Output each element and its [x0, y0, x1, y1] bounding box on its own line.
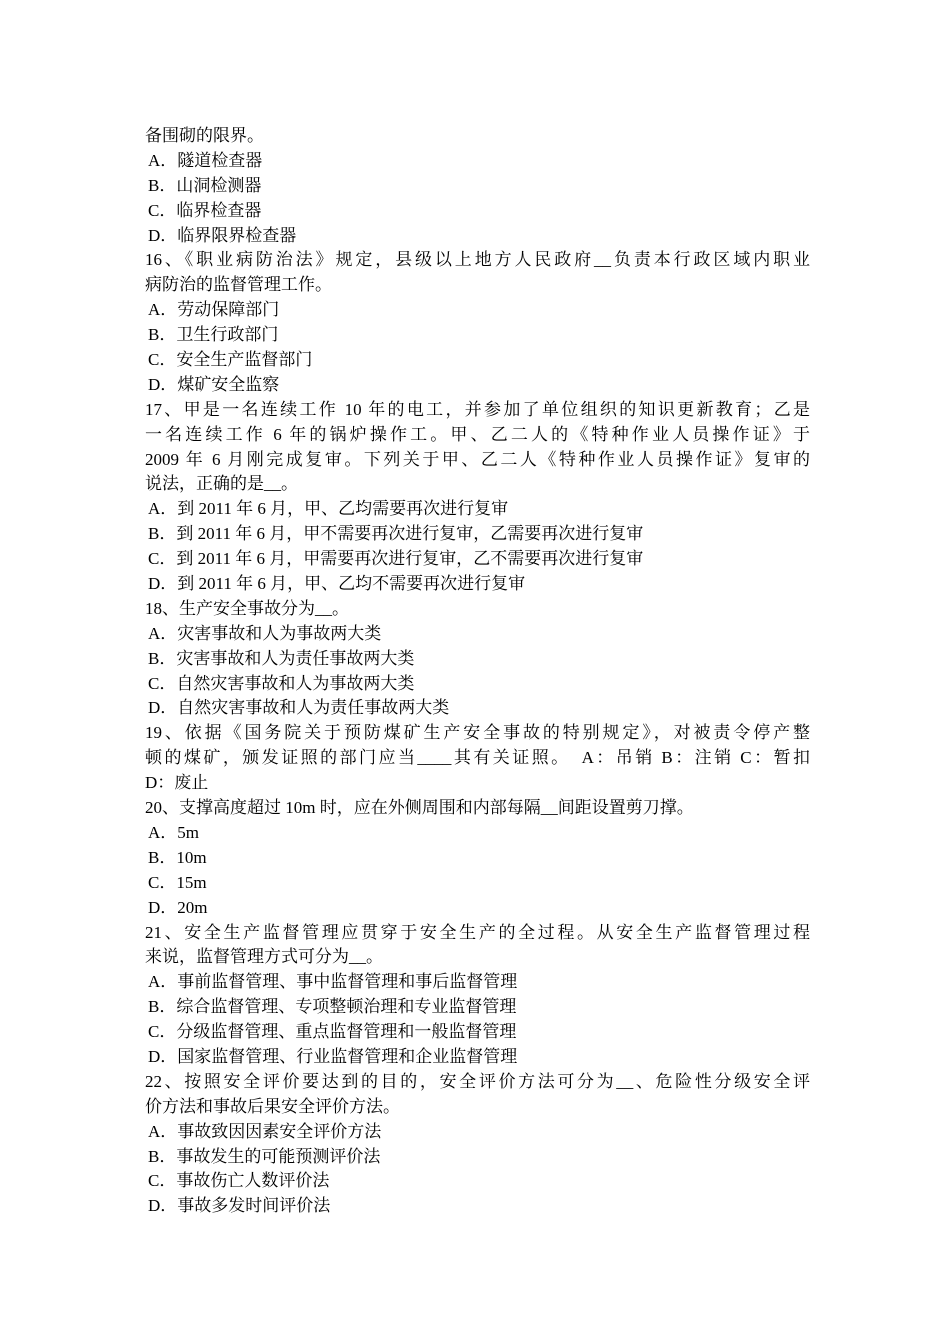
- answer-option: B．10m: [148, 847, 207, 867]
- question-text-line: 18、生产安全事故分为__。: [145, 598, 349, 618]
- question-text-line: D：废止: [145, 773, 209, 793]
- answer-option: D．国家监督管理、行业监督管理和企业监督管理: [148, 1046, 518, 1066]
- answer-option: C．安全生产监督部门: [148, 350, 313, 370]
- question-text-line: 19、依据《国务院关于预防煤矿生产安全事故的特别规定》，对被责令停产整: [145, 723, 810, 743]
- answer-option: C．分级监督管理、重点监督管理和一般监督管理: [148, 1022, 517, 1042]
- question-text-line: 价方法和事故后果安全评价方法。: [145, 1096, 400, 1116]
- question-text-line: 17、甲是一名连续工作 10 年的电工，并参加了单位组织的知识更新教育；乙是: [145, 399, 810, 419]
- answer-option: A．事前监督管理、事中监督管理和事后监督管理: [148, 972, 518, 992]
- answer-option: A．5m: [148, 822, 199, 842]
- answer-option: D．临界限界检查器: [148, 225, 297, 245]
- answer-option: A．灾害事故和人为事故两大类: [148, 623, 382, 643]
- question-text-line: 2009 年 6 月刚完成复审。下列关于甲、乙二人《特种作业人员操作证》复审的: [145, 449, 810, 469]
- answer-option: B．综合监督管理、专项整顿治理和专业监督管理: [148, 997, 517, 1017]
- answer-option: B．山洞检测器: [148, 175, 262, 195]
- answer-option: A．劳动保障部门: [148, 300, 280, 320]
- answer-option: D．煤矿安全监察: [148, 374, 280, 394]
- answer-option: D．到 2011 年 6 月，甲、乙均不需要再次进行复审: [148, 574, 526, 594]
- question-text-line: 22、按照安全评价要达到的目的，安全评价方法可分为__、危险性分级安全评: [145, 1071, 810, 1091]
- answer-option: A．事故致因因素安全评价方法: [148, 1121, 382, 1141]
- question-text-line: 说法，正确的是__。: [145, 474, 298, 494]
- answer-option: A．到 2011 年 6 月，甲、乙均需要再次进行复审: [148, 499, 509, 519]
- question-text-line: 病防治的监督管理工作。: [145, 275, 332, 295]
- answer-option: D．事故多发时间评价法: [148, 1196, 331, 1216]
- question-text-line: 20、支撑高度超过 10m 时，应在外侧周围和内部每隔__间距设置剪刀撑。: [145, 798, 694, 818]
- question-text-line: 顿的煤矿，颁发证照的部门应当____其有关证照。 A：吊销 B：注销 C：暂扣: [145, 748, 810, 768]
- answer-option: B．到 2011 年 6 月，甲不需要再次进行复审，乙需要再次进行复审: [148, 524, 644, 544]
- answer-option: C．事故伤亡人数评价法: [148, 1171, 330, 1191]
- question-text-line: 备围砌的限界。: [145, 126, 264, 145]
- answer-option: C．到 2011 年 6 月，甲需要再次进行复审，乙不需要再次进行复审: [148, 549, 644, 569]
- question-text-line: 来说，监督管理方式可分为__。: [145, 947, 383, 967]
- answer-option: D．自然灾害事故和人为责任事故两大类: [148, 698, 450, 718]
- document-page: [145, 124, 810, 1219]
- answer-option: A．隧道检查器: [148, 150, 263, 170]
- question-text-line: 21、安全生产监督管理应贯穿于安全生产的全过程。从安全生产监督管理过程: [145, 922, 810, 942]
- question-text-line: 一名连续工作 6 年的锅炉操作工。甲、乙二人的《特种作业人员操作证》于: [145, 424, 810, 444]
- answer-option: C．15m: [148, 872, 207, 892]
- answer-option: C．自然灾害事故和人为事故两大类: [148, 673, 415, 693]
- answer-option: B．灾害事故和人为责任事故两大类: [148, 648, 415, 668]
- answer-option: C．临界检查器: [148, 200, 262, 220]
- answer-option: D．20m: [148, 897, 208, 917]
- answer-option: B．卫生行政部门: [148, 325, 279, 345]
- answer-option: B．事故发生的可能预测评价法: [148, 1146, 381, 1166]
- question-text-line: 16、《职业病防治法》规定，县级以上地方人民政府__负责本行政区域内职业: [145, 250, 810, 270]
